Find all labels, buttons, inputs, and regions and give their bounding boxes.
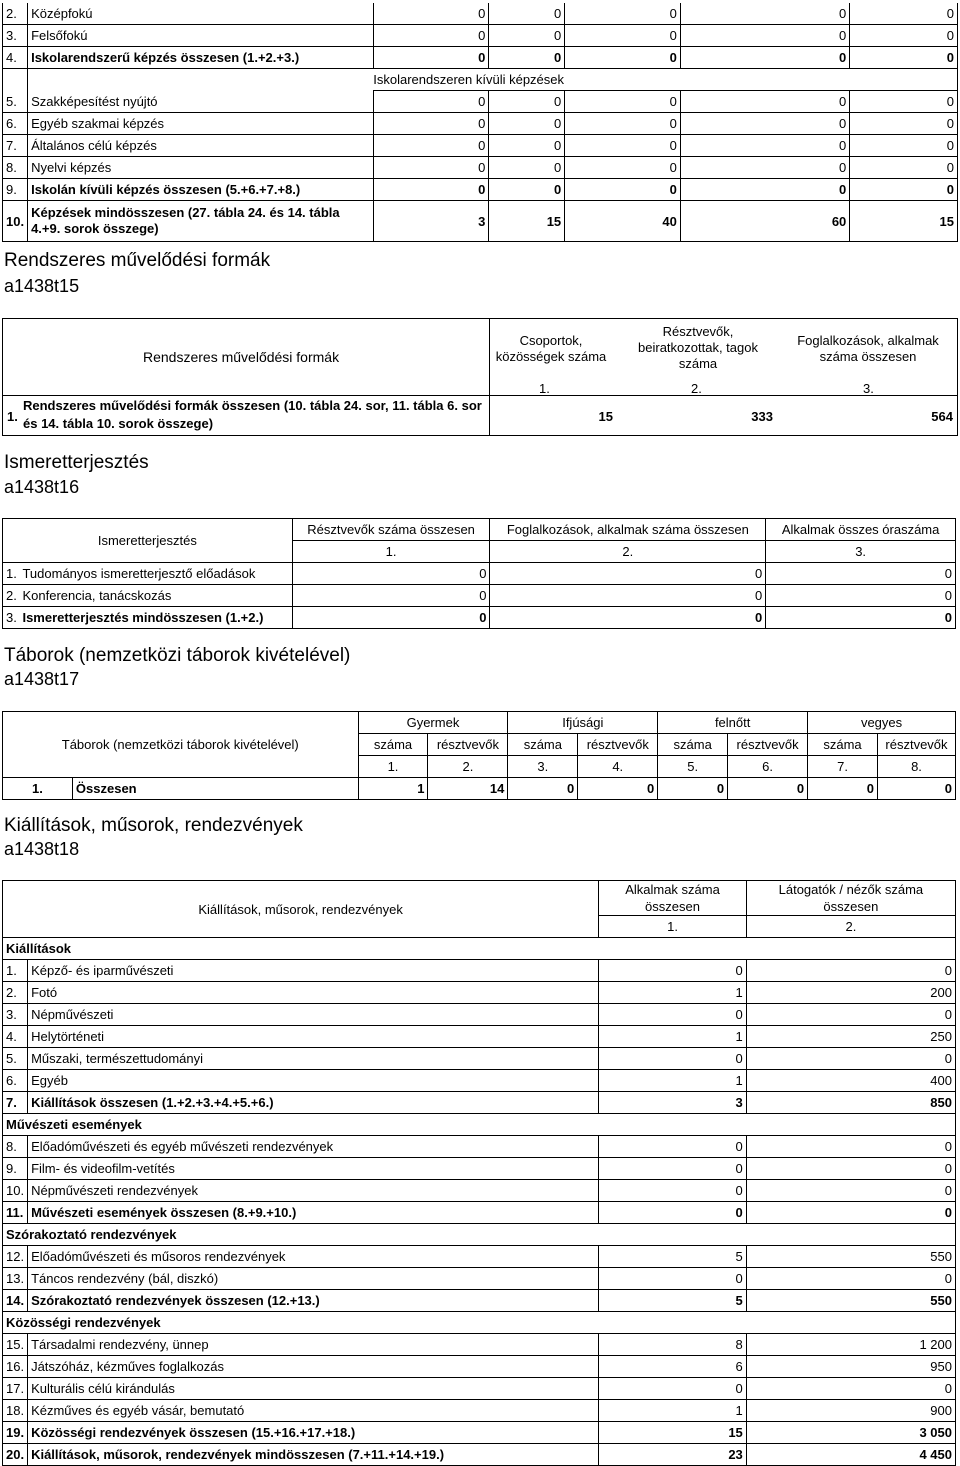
cell-value: 333 — [751, 409, 773, 424]
cell-value: 0 — [680, 25, 849, 47]
cell-value: 250 — [746, 1026, 955, 1048]
cell-value: 15 — [599, 1422, 747, 1444]
table-row — [3, 1180, 956, 1202]
row-index: 7. — [3, 1092, 28, 1114]
cell-value: 3 — [373, 201, 489, 242]
table-row — [3, 1334, 956, 1356]
row-index: 15. — [3, 1334, 28, 1356]
row-index: 8. — [3, 157, 28, 179]
row-label: Nyelvi képzés — [28, 157, 374, 179]
cell-value: 0 — [599, 1158, 747, 1180]
cell-value: 15 — [489, 201, 565, 242]
cell-value: 1 — [599, 1400, 747, 1422]
row-label: Kiállítások, műsorok, rendezvények mindösszesen (7.+11.+14.+19.) — [28, 1444, 599, 1466]
column-number: 1. — [539, 381, 550, 396]
cell-value: 200 — [746, 982, 955, 1004]
column-number: 6. — [728, 756, 808, 778]
group-row — [3, 1114, 956, 1136]
cell-value: 0 — [490, 585, 766, 607]
cell-value: 0 — [766, 563, 956, 585]
group-header: felnőtt — [658, 712, 808, 734]
section-code: a1438t17 — [4, 669, 80, 689]
row-label: Közösségi rendezvények összesen (15.+16.+17.+18.) — [28, 1422, 599, 1444]
cell-value: 0 — [680, 3, 849, 25]
column-header: Résztvevők, beiratkozottak, tagok száma — [638, 324, 758, 371]
camps-table — [2, 711, 956, 800]
table-row — [3, 1356, 956, 1378]
cell-value: 0 — [489, 25, 565, 47]
row-label: Egyéb szakmai képzés — [28, 113, 374, 135]
row-index: 2. — [3, 3, 28, 25]
column-number: 4. — [578, 756, 658, 778]
table-row — [3, 3, 958, 25]
row-index: 10. — [3, 1180, 28, 1202]
group-label: Kiállítások — [3, 938, 956, 960]
cell-value: 1 — [358, 778, 428, 800]
table-row — [3, 1444, 956, 1466]
table-row — [3, 1268, 956, 1290]
cell-value: 0 — [746, 1004, 955, 1026]
cell-value: 0 — [599, 1378, 747, 1400]
column-header: Csoportok, közösségek száma — [495, 333, 607, 364]
column-header: Alkalmak összes óraszáma — [766, 519, 956, 541]
header-row — [3, 881, 956, 916]
table-head-label: Kiállítások, műsorok, rendezvények — [3, 881, 599, 938]
cell-value: 0 — [489, 179, 565, 201]
table-row — [3, 1004, 956, 1026]
cell-value: 0 — [746, 1378, 955, 1400]
column-header: résztvevők — [877, 734, 955, 756]
row-index: 4. — [3, 47, 28, 69]
subheader-row — [3, 69, 958, 91]
group-label: Művészeti események — [3, 1114, 956, 1136]
row-index: 8. — [3, 1136, 28, 1158]
row-index: 1. — [3, 563, 23, 585]
row-label: Kulturális célú kirándulás — [28, 1378, 599, 1400]
table-row — [3, 778, 956, 800]
section-title: Táborok (nemzetközi táborok kivételével) — [4, 645, 351, 666]
row-label: Képző- és iparművészeti — [28, 960, 599, 982]
cell-value: 550 — [746, 1246, 955, 1268]
cell-value: 0 — [292, 607, 490, 629]
row-label: Képzések mindösszesen (27. tábla 24. és 14. tábla 4.+9. sorok összege) — [28, 201, 374, 242]
regular-forms-table — [2, 318, 958, 436]
cell-value: 0 — [373, 157, 489, 179]
row-label: Film- és videofilm-vetítés — [28, 1158, 599, 1180]
row-index: 14. — [3, 1290, 28, 1312]
cell-value: 0 — [292, 563, 490, 585]
row-index: 20. — [3, 1444, 28, 1466]
header-row — [3, 712, 956, 734]
table-row — [3, 113, 958, 135]
cell-value: 0 — [565, 91, 681, 113]
column-header: száma — [508, 734, 578, 756]
table-row — [3, 1422, 956, 1444]
column-number: 3. — [508, 756, 578, 778]
cell-value: 0 — [766, 585, 956, 607]
row-label: Felsőfokú — [28, 25, 374, 47]
row-label: Iskolarendszerű képzés összesen (1.+2.+3.) — [28, 47, 374, 69]
cell-value: 0 — [489, 91, 565, 113]
column-header: száma — [658, 734, 728, 756]
divider — [489, 319, 490, 435]
row-index: 19. — [3, 1422, 28, 1444]
table-row — [3, 1136, 956, 1158]
cell-value: 0 — [373, 25, 489, 47]
cell-value: 0 — [746, 1202, 955, 1224]
row-index: 10. — [3, 201, 28, 242]
cell-value: 0 — [766, 607, 956, 629]
section-code: a1438t18 — [4, 839, 80, 859]
table-head-label: Ismeretterjesztés — [3, 519, 293, 563]
cell-value: 0 — [489, 157, 565, 179]
table-row — [3, 135, 958, 157]
row-index: 4. — [3, 1026, 28, 1048]
cell-value: 0 — [680, 91, 849, 113]
cell-value: 0 — [850, 25, 958, 47]
cell-value: 0 — [373, 91, 489, 113]
row-index: 3. — [3, 1004, 28, 1026]
cell-value: 0 — [850, 3, 958, 25]
training-table-section — [0, 0, 960, 240]
group-label: Közösségi rendezvények — [3, 1312, 956, 1334]
cell-value: 15 — [598, 409, 613, 424]
row-index: 5. — [3, 91, 28, 113]
training-table — [2, 3, 958, 242]
column-number: 1. — [599, 916, 747, 938]
cell-value: 6 — [599, 1356, 747, 1378]
group-row — [3, 938, 956, 960]
row-index: 18. — [3, 1400, 28, 1422]
cell-value: 0 — [680, 47, 849, 69]
cell-value: 60 — [680, 201, 849, 242]
row-index: 1. — [7, 409, 18, 424]
row-index: 12. — [3, 1246, 28, 1268]
column-header: Foglalkozások, alkalmak száma összesen — [490, 519, 766, 541]
section-title: Ismeretterjesztés — [4, 452, 149, 473]
cell-value: 0 — [599, 1136, 747, 1158]
cell-value: 0 — [850, 135, 958, 157]
cell-value: 0 — [850, 113, 958, 135]
column-header: résztvevők — [578, 734, 658, 756]
cell-value: 0 — [746, 1158, 955, 1180]
section-code: a1438t16 — [4, 477, 80, 497]
cell-value: 0 — [728, 778, 808, 800]
row-index: 6. — [3, 1070, 28, 1092]
cell-value: 950 — [746, 1356, 955, 1378]
cell-value: 23 — [599, 1444, 747, 1466]
section-code: a1438t15 — [4, 276, 80, 296]
column-number: 5. — [658, 756, 728, 778]
column-number: 2. — [691, 381, 702, 396]
cell-value: 0 — [565, 157, 681, 179]
row-label: Általános célú képzés — [28, 135, 374, 157]
cell-value: 0 — [373, 47, 489, 69]
row-index: 5. — [3, 1048, 28, 1070]
cell-value: 0 — [599, 1202, 747, 1224]
table-row — [3, 157, 958, 179]
table-row — [3, 25, 958, 47]
row-index: 2. — [3, 585, 23, 607]
group-header: Gyermek — [358, 712, 508, 734]
group-label: Szórakoztató rendezvények — [3, 1224, 956, 1246]
column-header: résztvevők — [428, 734, 508, 756]
cell-value: 0 — [680, 179, 849, 201]
column-number: 2. — [428, 756, 508, 778]
group-row — [3, 1312, 956, 1334]
table-row — [3, 1202, 956, 1224]
row-label: Kiállítások összesen (1.+2.+3.+4.+5.+6.) — [28, 1092, 599, 1114]
row-index: 1. — [3, 778, 73, 800]
cell-value: 0 — [746, 1136, 955, 1158]
table-row — [3, 1070, 956, 1092]
cell-value: 0 — [565, 47, 681, 69]
cell-value: 0 — [680, 157, 849, 179]
cell-value: 0 — [599, 1004, 747, 1026]
cell-value: 0 — [565, 179, 681, 201]
cell-value: 0 — [746, 1180, 955, 1202]
cell-value: 8 — [599, 1334, 747, 1356]
table-head-label: Táborok (nemzetközi táborok kivételével) — [3, 712, 359, 778]
knowledge-table — [2, 518, 956, 629]
row-label: Társadalmi rendezvény, ünnep — [28, 1334, 599, 1356]
cell-value: 3 — [599, 1092, 747, 1114]
empty-cell — [28, 69, 374, 91]
cell-value: 0 — [373, 179, 489, 201]
cell-value: 0 — [850, 47, 958, 69]
cell-value: 0 — [599, 1180, 747, 1202]
row-index: 7. — [3, 135, 28, 157]
table-row — [3, 1092, 956, 1114]
row-label: Művészeti események összesen (8.+9.+10.) — [28, 1202, 599, 1224]
cell-value: 0 — [373, 3, 489, 25]
column-header: Résztvevők száma összesen — [292, 519, 490, 541]
row-label: Iskolán kívüli képzés összesen (5.+6.+7.+8.) — [28, 179, 374, 201]
cell-value: 1 — [599, 982, 747, 1004]
column-header: Látogatók / nézők száma összesen — [746, 881, 955, 916]
row-index: 1. — [3, 960, 28, 982]
cell-value: 0 — [292, 585, 490, 607]
cell-value: 0 — [746, 1268, 955, 1290]
table-row — [3, 607, 956, 629]
column-number: 2. — [490, 541, 766, 563]
cell-value: 0 — [565, 3, 681, 25]
row-index: 3. — [3, 25, 28, 47]
cell-value: 0 — [489, 3, 565, 25]
row-label: Fotó — [28, 982, 599, 1004]
events-table — [2, 880, 956, 1466]
column-header: Alkalmak száma összesen — [599, 881, 747, 916]
cell-value: 550 — [746, 1290, 955, 1312]
table-row — [3, 47, 958, 69]
table-row — [3, 563, 956, 585]
cell-value: 0 — [490, 563, 766, 585]
column-header: résztvevők — [728, 734, 808, 756]
row-label: Műszaki, természettudományi — [28, 1048, 599, 1070]
cell-value: 0 — [850, 91, 958, 113]
row-label: Népművészeti rendezvények — [28, 1180, 599, 1202]
row-label: Játszóház, kézműves foglalkozás — [28, 1356, 599, 1378]
cell-value: 0 — [489, 47, 565, 69]
row-index: 2. — [3, 982, 28, 1004]
row-label: Ismeretterjesztés mindösszesen (1.+2.) — [22, 607, 292, 629]
cell-value: 0 — [565, 113, 681, 135]
cell-value: 0 — [808, 778, 878, 800]
group-header: Ifjúsági — [508, 712, 658, 734]
column-header: száma — [808, 734, 878, 756]
row-label: Egyéb — [28, 1070, 599, 1092]
column-number: 3. — [766, 541, 956, 563]
column-number: 1. — [358, 756, 428, 778]
row-index: 17. — [3, 1378, 28, 1400]
table-row — [3, 960, 956, 982]
row-index: 9. — [3, 1158, 28, 1180]
table-row — [3, 179, 958, 201]
row-label: Népművészeti — [28, 1004, 599, 1026]
cell-value: 0 — [565, 25, 681, 47]
cell-value: 0 — [490, 607, 766, 629]
cell-value: 0 — [489, 113, 565, 135]
empty-cell — [3, 69, 28, 91]
table-row — [3, 1400, 956, 1422]
row-index: 16. — [3, 1356, 28, 1378]
group-row — [3, 1224, 956, 1246]
row-label: Előadóművészeti és egyéb művészeti rendezvények — [28, 1136, 599, 1158]
table-row — [3, 1048, 956, 1070]
column-number: 7. — [808, 756, 878, 778]
cell-value: 0 — [850, 157, 958, 179]
header-row — [3, 519, 956, 541]
cell-value: 400 — [746, 1070, 955, 1092]
table-row — [3, 982, 956, 1004]
cell-value: 0 — [599, 960, 747, 982]
column-header: száma — [358, 734, 428, 756]
cell-value: 0 — [599, 1268, 747, 1290]
column-number: 2. — [746, 916, 955, 938]
subheader: Iskolarendszeren kívüli képzések — [373, 69, 957, 91]
column-number: 1. — [292, 541, 490, 563]
row-index: 3. — [3, 607, 23, 629]
row-label: Szakképesítést nyújtó — [28, 91, 374, 113]
cell-value: 0 — [599, 1048, 747, 1070]
cell-value: 0 — [746, 1048, 955, 1070]
table-row — [3, 1158, 956, 1180]
table-head-label: Rendszeres művelődési formák — [143, 349, 340, 365]
cell-value: 0 — [373, 113, 489, 135]
cell-value: 564 — [931, 409, 953, 424]
row-index: 9. — [3, 179, 28, 201]
cell-value: 14 — [428, 778, 508, 800]
cell-value: 40 — [565, 201, 681, 242]
cell-value: 5 — [599, 1290, 747, 1312]
section-title: Rendszeres művelődési formák — [4, 250, 271, 271]
cell-value: 0 — [877, 778, 955, 800]
cell-value: 0 — [489, 135, 565, 157]
cell-value: 0 — [746, 960, 955, 982]
row-index: 13. — [3, 1268, 28, 1290]
cell-value: 1 — [599, 1026, 747, 1048]
table-row — [3, 91, 958, 113]
row-index: 11. — [3, 1202, 28, 1224]
total-row — [3, 201, 958, 242]
row-index: 6. — [3, 113, 28, 135]
cell-value: 4 450 — [746, 1444, 955, 1466]
row-label: Középfokú — [28, 3, 374, 25]
cell-value: 0 — [680, 113, 849, 135]
table-row — [3, 1026, 956, 1048]
cell-value: 0 — [373, 135, 489, 157]
cell-value: 3 050 — [746, 1422, 955, 1444]
row-label: Összesen — [72, 778, 358, 800]
cell-value: 0 — [658, 778, 728, 800]
row-label: Tudományos ismeretterjesztő előadások — [22, 563, 292, 585]
row-label: Szórakoztató rendezvények összesen (12.+13.) — [28, 1290, 599, 1312]
cell-value: 0 — [508, 778, 578, 800]
row-label: Konferencia, tanácskozás — [22, 585, 292, 607]
column-number: 8. — [877, 756, 955, 778]
cell-value: 850 — [746, 1092, 955, 1114]
table-row — [3, 1378, 956, 1400]
cell-value: 900 — [746, 1400, 955, 1422]
column-number: 3. — [863, 381, 874, 396]
cell-value: 15 — [850, 201, 958, 242]
cell-value: 5 — [599, 1246, 747, 1268]
table-row — [3, 585, 956, 607]
row-label: Kézműves és egyéb vásár, bemutató — [28, 1400, 599, 1422]
cell-value: 1 — [599, 1070, 747, 1092]
row-label: Előadóművészeti és műsoros rendezvények — [28, 1246, 599, 1268]
group-header: vegyes — [808, 712, 956, 734]
cell-value: 0 — [578, 778, 658, 800]
cell-value: 0 — [850, 179, 958, 201]
cell-value: 0 — [680, 135, 849, 157]
row-label: Rendszeres művelődési formák összesen (10. tábla 24. sor, 11. tábla 6. sor és 14. tábla 10. sorok összege) — [23, 398, 482, 431]
table-row — [3, 1246, 956, 1268]
table-row — [3, 1290, 956, 1312]
cell-value: 1 200 — [746, 1334, 955, 1356]
section-title: Kiállítások, műsorok, rendezvények — [4, 815, 303, 836]
divider — [3, 395, 957, 396]
row-label: Táncos rendezvény (bál, diszkó) — [28, 1268, 599, 1290]
cell-value: 0 — [565, 135, 681, 157]
row-label: Helytörténeti — [28, 1026, 599, 1048]
column-header: Foglalkozások, alkalmak száma összesen — [797, 333, 939, 364]
